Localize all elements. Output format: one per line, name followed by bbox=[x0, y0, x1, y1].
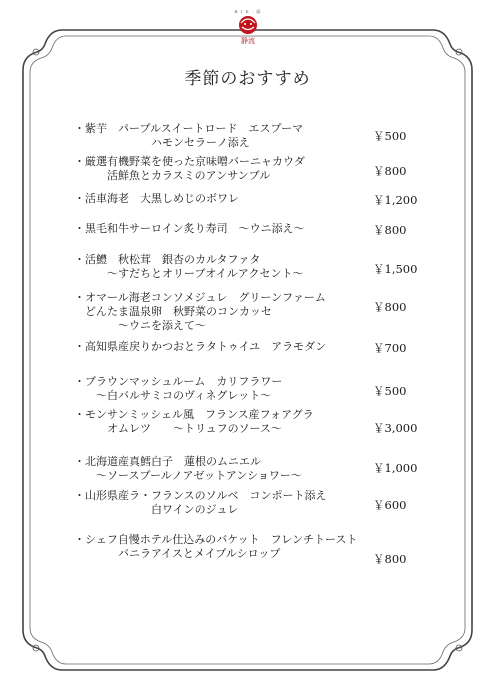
menu-item-name: ・シェフ自慢ホテル仕込みのバケット フレンチトースト bbox=[74, 533, 358, 546]
menu-item-price: ￥1,000 bbox=[373, 461, 418, 475]
menu-item bbox=[74, 455, 424, 483]
menu-item-name: ・山形県産ラ・フランスのソルベ コンポート添え bbox=[74, 489, 327, 502]
menu-item-description: バニラアイスとメイプルシロップ bbox=[74, 547, 281, 560]
menu-item-name: ・ブラウンマッシュルーム カリフラワー bbox=[74, 375, 283, 388]
menu-item-description: ～ウニを添えて～ bbox=[74, 319, 206, 332]
menu-item-name: ・黒毛和牛サーロイン炙り寿司 ～ウニ添え～ bbox=[74, 222, 305, 235]
logo-name: 静流 bbox=[241, 37, 255, 45]
menu-item-description: オムレツ ～トリュフのソース～ bbox=[74, 422, 282, 435]
menu-item-description: 白ワインのジュレ bbox=[74, 503, 239, 516]
menu-item-price: ￥800 bbox=[373, 164, 407, 178]
logo-subtitle: B I E · 邸 bbox=[234, 9, 262, 14]
menu-item-price: ￥500 bbox=[373, 129, 407, 143]
restaurant-logo bbox=[227, 6, 269, 46]
menu-item-name: ・高知県産戻りかつおとラタトゥイユ アラモダン bbox=[74, 340, 327, 353]
menu-item bbox=[74, 408, 424, 436]
menu-item-description: ～白バルサミコのヴィネグレット～ bbox=[74, 389, 272, 402]
menu-item-price: ￥600 bbox=[373, 498, 407, 512]
menu-item-description: どんたま温泉卵 秋野菜のコンカッセ bbox=[74, 305, 272, 318]
menu-item bbox=[74, 122, 424, 150]
menu-item-price: ￥800 bbox=[373, 552, 407, 566]
menu-item-description: ハモンセラーノ添え bbox=[74, 136, 250, 149]
menu-item-price: ￥800 bbox=[373, 300, 407, 314]
menu-item bbox=[74, 192, 424, 206]
menu-item bbox=[74, 222, 424, 236]
menu-item-price: ￥1,500 bbox=[373, 262, 418, 276]
menu-item-name: ・厳選有機野菜を使った京味噌バーニャカウダ bbox=[74, 155, 305, 168]
menu-item-name: ・活車海老 大黒しめじのボワレ bbox=[74, 192, 239, 205]
menu-item bbox=[74, 533, 424, 561]
menu-item-name: ・オマール海老コンソメジュレ グリーンファーム bbox=[74, 291, 326, 304]
menu-item-price: ￥3,000 bbox=[373, 421, 418, 435]
menu-item bbox=[74, 291, 424, 333]
menu-item bbox=[74, 155, 424, 183]
menu-item-description: ～すだちとオリーブオイルアクセント～ bbox=[74, 267, 304, 280]
menu-item-name: ・活鱧 秋松茸 銀杏のカルタファタ bbox=[74, 253, 261, 266]
menu-item-price: ￥800 bbox=[373, 223, 407, 237]
menu-item-name: ・北海道産真鱈白子 蓮根のムニエル bbox=[74, 455, 261, 468]
page-title: 季節のおすすめ bbox=[184, 69, 311, 89]
menu-item bbox=[74, 340, 424, 354]
menu-item-description: ～ソースブールノアゼットアンショワー～ bbox=[74, 469, 302, 482]
menu-item-name: ・モンサンミッシェル風 フランス産フォアグラ bbox=[74, 408, 314, 421]
menu-item-price: ￥500 bbox=[373, 384, 407, 398]
menu-item bbox=[74, 375, 424, 403]
menu-item-description: 活鮮魚とカラスミのアンサンブル bbox=[74, 169, 271, 182]
menu-item-price: ￥1,200 bbox=[373, 193, 418, 207]
menu-item-name: ・紫芋 パープルスイートロード エスプーマ bbox=[74, 122, 304, 135]
menu-item bbox=[74, 253, 424, 281]
menu-item bbox=[74, 489, 424, 517]
menu-item-price: ￥700 bbox=[373, 341, 407, 355]
